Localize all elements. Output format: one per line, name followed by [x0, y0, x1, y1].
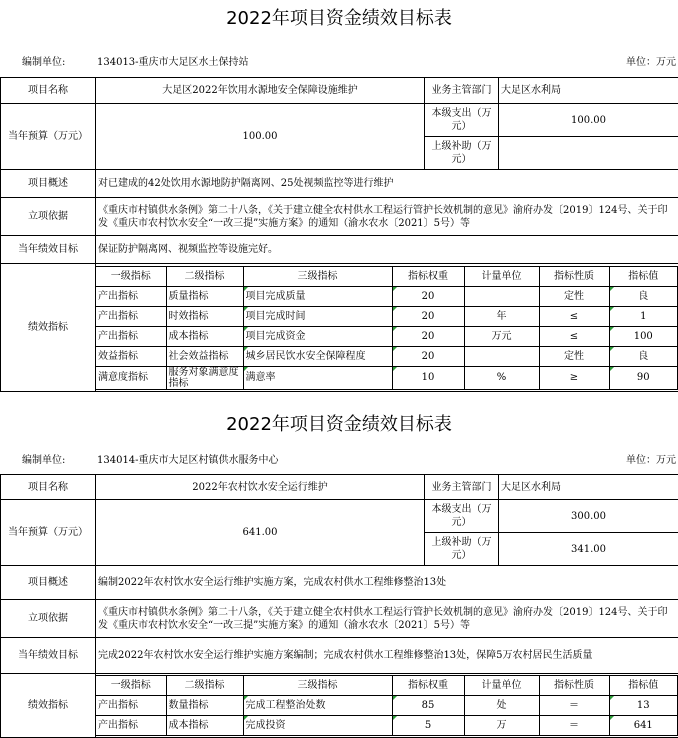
project-name-value: 2022年农村饮水安全运行维护: [96, 475, 425, 500]
indicator-header-row: [96, 676, 678, 696]
indicator-weight: 20: [392, 346, 464, 366]
org-value: 134014-重庆市大足区村镇供水服务中心: [97, 454, 279, 468]
overview-label: 项目概述: [1, 170, 96, 198]
dept-label: 业务主管部门: [425, 78, 499, 104]
indicator-nature: ≤: [539, 326, 609, 346]
dept-label: 业务主管部门: [425, 475, 499, 500]
indicator-header-unit: 计量单位: [464, 676, 539, 696]
indicator-header-nature: 指标性质: [539, 676, 609, 696]
form-title: 2022年项目资金绩效目标表: [0, 414, 678, 436]
budget-label: 当年预算（万元）: [1, 500, 96, 566]
indicator-header-weight: 指标权重: [392, 266, 464, 286]
indicator-level1: 效益指标: [96, 346, 166, 366]
indicator-header-level2: 二级指标: [166, 676, 243, 696]
indicator-level2: 成本指标: [166, 716, 243, 736]
currency-unit: 单位：万元: [626, 454, 676, 468]
table-row: [96, 306, 678, 326]
indicator-weight: 20: [392, 306, 464, 326]
indicator-weight: 20: [392, 326, 464, 346]
indicator-unit: 万: [464, 716, 539, 736]
indicator-level1: 产出指标: [96, 696, 166, 716]
basis-value: 《重庆市村镇供水条例》第二十八条，《关于建立健全农村供水工程运行管护长效机制的意见》渝府办发〔2019〕124号、关于印发《重庆市农村饮水安全“一改三提”实施方案》的通知（渝水农水〔2021〕5号）等: [96, 600, 678, 638]
indicator-target: 良: [609, 286, 678, 306]
table-row: [96, 696, 678, 716]
indicator-header-level3: 三级指标: [243, 676, 392, 696]
basis-value: 《重庆市村镇供水条例》第二十八条，《关于建立健全农村供水工程运行管护长效机制的意见》渝府办发〔2019〕124号、关于印发《重庆市农村饮水安全“一改三提”实施方案》的通知（渝水农水〔2021〕5号）等: [96, 198, 678, 236]
project-name-label: 项目名称: [1, 78, 96, 104]
org-label: 编制单位:: [22, 56, 65, 70]
indicator-level3: 城乡居民饮水安全保障程度: [243, 346, 392, 366]
indicator-nature: 定性: [539, 286, 609, 306]
indicator-level1: 产出指标: [96, 716, 166, 736]
budget-value: 100.00: [96, 104, 425, 170]
indicator-level1: 产出指标: [96, 306, 166, 326]
goal-label: 当年绩效目标: [1, 638, 96, 674]
indicator-target: 1: [609, 306, 678, 326]
overview-label: 项目概述: [1, 566, 96, 600]
indicator-target: 641: [609, 716, 678, 736]
local-expense-value: 100.00: [499, 104, 678, 137]
indicator-header-target: 指标值: [609, 676, 678, 696]
indicator-nature: 定性: [539, 346, 609, 366]
indicator-nature: ≥: [539, 366, 609, 389]
basis-label: 立项依据: [1, 600, 96, 638]
table-row: [96, 346, 678, 366]
indicators-table: [96, 266, 678, 390]
form-2: [0, 397, 678, 737]
indicator-level3: 项目完成质量: [243, 286, 392, 306]
indicator-unit: 处: [464, 696, 539, 716]
indicator-header-nature: 指标性质: [539, 266, 609, 286]
upper-subsidy-label: 上级补助（万元）: [425, 533, 499, 566]
table-row: [96, 326, 678, 346]
indicator-nature: ≤: [539, 306, 609, 326]
indicator-header-unit: 计量单位: [464, 266, 539, 286]
table-row: [96, 716, 678, 736]
dept-value: 大足区水利局: [499, 78, 678, 104]
form-title: 2022年项目资金绩效目标表: [0, 8, 678, 30]
indicator-weight: 10: [392, 366, 464, 389]
indicator-level2: 质量指标: [166, 286, 243, 306]
goal-label: 当年绩效目标: [1, 236, 96, 264]
overview-value: 编制2022年农村饮水安全运行维护实施方案，完成农村供水工程维修整治13处: [96, 566, 678, 600]
indicator-level2: 服务对象满意度指标: [166, 366, 243, 389]
local-expense-label: 本级支出（万元）: [425, 500, 499, 533]
goal-value: 完成2022年农村饮水安全运行维护实施方案编制；完成农村供水工程维修整治13处，保障5万农村居民生活质量: [96, 638, 678, 674]
currency-unit: 单位：万元: [626, 56, 676, 70]
indicator-level3: 完成工程整治处数: [243, 696, 392, 716]
unit-line: [0, 56, 678, 70]
indicator-target: 90: [609, 366, 678, 389]
indicator-level2: 数量指标: [166, 696, 243, 716]
indicator-target: 13: [609, 696, 678, 716]
indicator-unit: [464, 286, 539, 306]
project-name-value: 大足区2022年饮用水源地安全保障设施维护: [96, 78, 425, 104]
indicator-header-row: [96, 266, 678, 286]
indicator-level1: 产出指标: [96, 326, 166, 346]
indicator-level1: 满意度指标: [96, 366, 166, 389]
indicators-label: 绩效指标: [1, 264, 96, 392]
indicator-nature: ＝: [539, 696, 609, 716]
upper-subsidy-value: [499, 137, 678, 170]
indicator-nature: ＝: [539, 716, 609, 736]
org-label: 编制单位:: [22, 454, 65, 468]
indicator-weight: 5: [392, 716, 464, 736]
indicator-weight: 85: [392, 696, 464, 716]
indicator-header-level1: 一级指标: [96, 676, 166, 696]
indicator-level2: 社会效益指标: [166, 346, 243, 366]
indicator-header-level2: 二级指标: [166, 266, 243, 286]
table-row: [96, 366, 678, 389]
unit-line: [0, 454, 678, 468]
org-value: 134013-重庆市大足区水土保持站: [97, 56, 249, 70]
indicator-unit: 年: [464, 306, 539, 326]
indicator-header-level3: 三级指标: [243, 266, 392, 286]
goal-value: 保证防护隔离网、视频监控等设施完好。: [96, 236, 678, 264]
overview-value: 对已建成的42处饮用水源地防护隔离网、25处视频监控等进行维护: [96, 170, 678, 198]
indicators-label: 绩效指标: [1, 674, 96, 738]
indicator-level3: 项目完成时间: [243, 306, 392, 326]
indicator-header-target: 指标值: [609, 266, 678, 286]
indicator-level3: 满意率: [243, 366, 392, 389]
indicator-level2: 时效指标: [166, 306, 243, 326]
indicator-unit: %: [464, 366, 539, 389]
upper-subsidy-value: 341.00: [499, 533, 678, 566]
upper-subsidy-label: 上级补助（万元）: [425, 137, 499, 170]
local-expense-value: 300.00: [499, 500, 678, 533]
dept-value: 大足区水利局: [499, 475, 678, 500]
basis-label: 立项依据: [1, 198, 96, 236]
budget-value: 641.00: [96, 500, 425, 566]
indicator-header-level1: 一级指标: [96, 266, 166, 286]
table-row: [96, 286, 678, 306]
indicator-unit: [464, 346, 539, 366]
performance-table: [0, 474, 678, 738]
indicator-level1: 产出指标: [96, 286, 166, 306]
indicator-weight: 20: [392, 286, 464, 306]
indicator-unit: 万元: [464, 326, 539, 346]
indicator-target: 100: [609, 326, 678, 346]
budget-label: 当年预算（万元）: [1, 104, 96, 170]
indicator-header-weight: 指标权重: [392, 676, 464, 696]
indicator-target: 良: [609, 346, 678, 366]
indicator-level3: 完成投资: [243, 716, 392, 736]
indicators-table: [96, 675, 678, 736]
performance-table: [0, 77, 678, 392]
indicator-level3: 项目完成资金: [243, 326, 392, 346]
local-expense-label: 本级支出（万元）: [425, 104, 499, 137]
project-name-label: 项目名称: [1, 475, 96, 500]
indicator-level2: 成本指标: [166, 326, 243, 346]
